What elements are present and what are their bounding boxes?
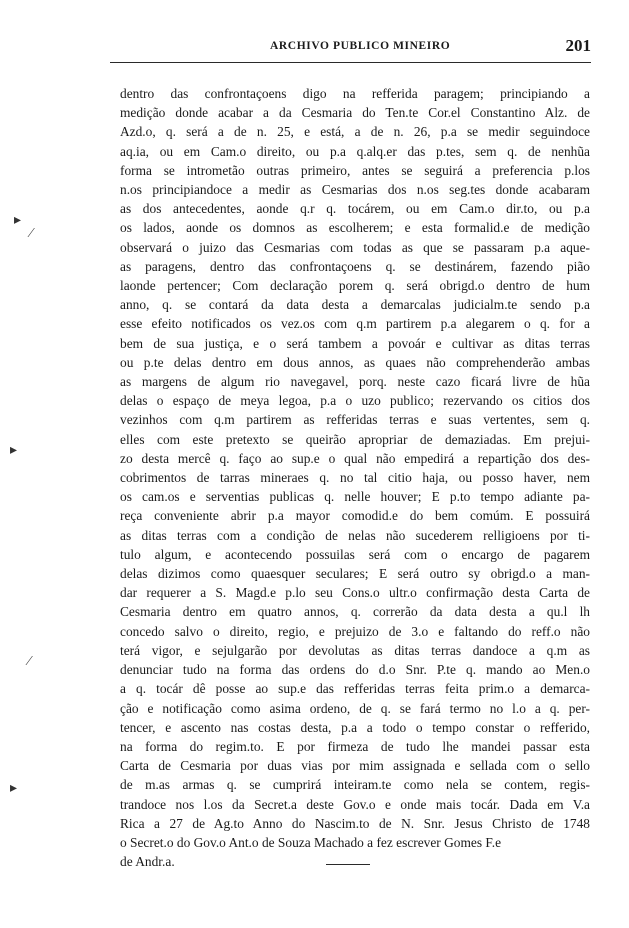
text-line: ou p.te delas dentro em dous annos, as quaes não comprehenderão ambas [120,354,590,370]
text-line: as ditas terras com a condição de nelas não sucederem relligioens por ti- [120,527,590,543]
text-line: aq.ia, ou em Cam.o direito, ou p.a q.alq.er das p.tes, sem q. de nenhũa [120,143,590,159]
text-line: as dos antecedentes, aonde q.r q. tocárem, ou em Cam.o dir.to, ou p.a [120,201,590,217]
text-line: ção e notificação como asima ordeno, de q. se fará termo no l.o a q. per- [120,700,590,716]
margin-mark: ▸ [10,781,18,796]
page-number: 201 [565,36,591,55]
text-line: observará o juizo das Cesmarias com todas as que se passaram p.a aque- [120,239,590,255]
margin-mark: ▸ [10,443,18,458]
text-line: delas o espaço de meya legoa, p.a o uzo publico; rezervando os citios dos [120,393,590,409]
text-line: tencer, e ascento nas costas desta, p.a a todo o tempo constar o refferido, [120,719,590,735]
text-line: delas dizimos como quaesquer seculares; E será outro sy obrigd.o a man- [120,566,590,582]
body-text [120,84,590,871]
text-line: esse efeito notificados os vez.os com q.m partirem p.a alegarem o q. for a [120,316,590,332]
text-line: Azd.o, q. será a de n. 25, e está, a de n. 26, p.a se medir seguindoce [120,124,590,140]
text-line: dar requerer a S. Magd.e p.lo seu Cons.o ultr.o confirmação desta Carta de [120,585,590,601]
text-line: zo desta mercê q. faço ao sup.e o qual não empedirá a repartição dos des- [120,450,590,466]
text-line: tulo algum, e acontecendo possuilas será com o encargo de pagarem [120,546,590,562]
text-line: a q. tocár dê posse ao sup.e das refferidas terras feita prim.o a demarca- [120,681,590,697]
text-line: dentro das confrontaçoens digo na refferida paragem; principiando a [120,86,590,101]
text-line: concedo salvo o direito, regio, e prejuizo de 3.o e faltando do reff.o não [120,623,590,639]
header-rule [110,62,591,63]
text-line: laonde pertencer; Com declaração porem q. será obrigd.o dentro de hum [120,278,590,294]
text-line: cobrimentos de tarras mineraes q. no tal citio haja, ou posso haver, nem [120,470,590,486]
text-line: Carta de Cesmaria por duas vias por mim assignada e sellada com o sello [120,758,590,774]
text-line: bem de sua justiça, e o será tambem a povoár e cultivar as ditas terras [120,335,590,351]
text-line: Rica a 27 de Ag.to Anno do Nascim.to de N. Snr. Jesus Christo de 1748 [120,815,590,831]
text-line: forma se intrometão outras primeiro, antes se seguirá a preferencia p.los [120,162,590,178]
text-line: Cesmaria dentro em quatro annos, q. correrão da data desta a qu.l lh [120,604,590,620]
margin-mark: ⁄ [30,226,33,241]
end-rule [326,864,370,865]
text-line: na forma do regim.to. E por firmeza de tudo lhe mandei passar esta [120,738,590,754]
text-line: anno, q. se contará da data desta a demarcalas judicialm.te sendo p.a [120,297,590,313]
margin-mark: ▸ [14,213,22,228]
text-line: terá vigor, e sejulgarão por devolutas as ditas terras dandoce a q.m as [120,642,590,658]
page-header [110,38,591,58]
text-line: as paragens, dentro das confrontaçoens q. se destinárem, fazendo pião [120,258,590,274]
text-line: reça conveniente abrir p.a mayor comodid.e do bem comúm. E possuirá [120,508,590,524]
text-line: medição donde acabar a da Cesmaria do Ten.te Cor.el Constantino Alz. de [120,105,590,121]
text-line: vezinhos com q.m partirem as refferidas terras e suas vertentes, sem q. [120,412,590,428]
margin-mark: ⁄ [28,654,31,669]
running-title: ARCHIVO PUBLICO MINEIRO [270,40,451,52]
text-line: de Andr.a. [120,854,175,870]
text-line: elles com este pretexto se queirão apropriar de demaziadas. Em prejui- [120,431,590,447]
text-line: n.os principiandoce a medir as Cesmarias dos n.os seg.tes donde acabaram [120,182,590,198]
text-line: denunciar tudo na forma das ordens do d.o Snr. P.te q. mando ao Men.o [120,662,590,678]
text-line: os cam.os e serventias publicas q. nelle houver; E p.to tempo adiante pa- [120,489,590,505]
text-line: as margens de algum rio navegavel, porq. neste cazo ficará livre de hũa [120,374,590,390]
text-line: de m.as armas q. se cumprirá inteiram.te como nela se contem, regis- [120,777,590,793]
text-line: trandoce nos l.os da Secret.a deste Gov.o e onde mais tocár. Dada em V.a [120,796,590,812]
text-line: o Secret.o do Gov.o Ant.o de Souza Machado a fez escrever Gomes F.e [120,834,502,850]
text-line: os lados, aonde os domnos as escolherem; e esta formalid.e de medição [120,220,590,236]
